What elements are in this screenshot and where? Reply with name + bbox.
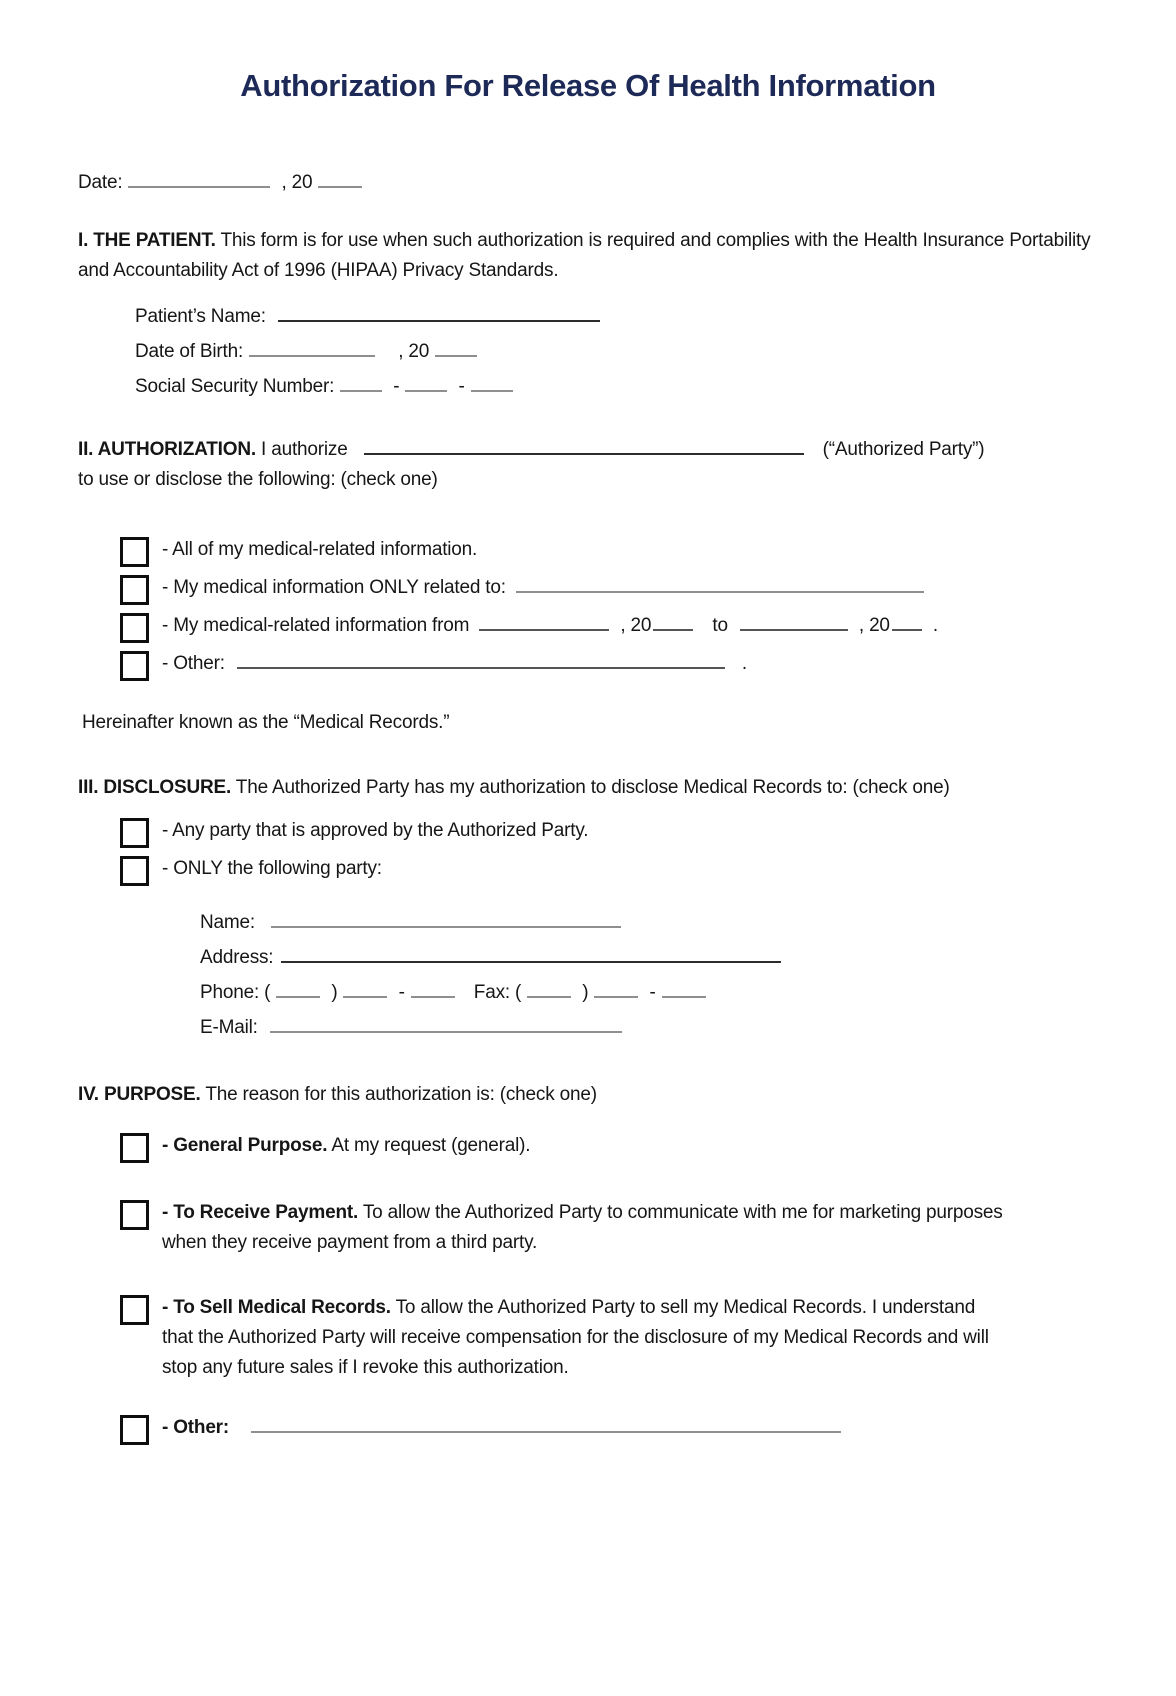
range-to-label: to [712, 615, 728, 636]
section-patient-intro [78, 226, 1098, 286]
range-year1-blank[interactable] [653, 612, 693, 631]
option-any-party [120, 816, 1098, 848]
checkbox-only-related[interactable] [120, 575, 149, 605]
option-any-party-label: - Any party that is approved by the Authorized Party. [162, 820, 589, 841]
range-from-blank[interactable] [479, 612, 609, 631]
fax-line-blank[interactable] [662, 979, 706, 998]
date-year-prefix: , 20 [281, 172, 313, 193]
option-general-purpose [120, 1131, 1098, 1163]
ssn-blank-1[interactable] [340, 373, 382, 392]
only-related-blank[interactable] [516, 574, 924, 593]
fax-dash: - [649, 982, 656, 1003]
section-patient-heading: I. THE PATIENT. [78, 230, 216, 251]
option-only-related-label: - My medical information ONLY related to: [162, 577, 506, 598]
authorization-options [78, 535, 1098, 681]
party-name-blank[interactable] [271, 909, 621, 928]
date-year-blank[interactable] [318, 169, 362, 188]
dob-year-prefix: , 20 [398, 341, 430, 362]
checkbox-date-range[interactable] [120, 613, 149, 643]
option-sell-records-bold: - To Sell Medical Records. [162, 1297, 391, 1318]
option-receive-payment [120, 1198, 1098, 1258]
section-purpose-body: The reason for this authorization is: (check one) [205, 1084, 597, 1105]
checkbox-other-purpose[interactable] [120, 1415, 149, 1445]
option-sell-records [120, 1293, 1098, 1383]
party-fax-label: Fax: ( [473, 982, 522, 1003]
authorize-lead: I authorize [261, 439, 348, 460]
range-period: . [932, 615, 938, 636]
party-phone-label: Phone: ( [200, 982, 271, 1003]
disclosure-party-fields [200, 908, 1098, 1043]
date-label: Date: [78, 172, 123, 193]
option-receive-payment-rest: To allow the Authorized Party to communicate with me for marketing purposes when they receive payment from a third party. [162, 1202, 1003, 1253]
section-disclosure-intro [78, 773, 1098, 803]
date-blank[interactable] [128, 169, 270, 188]
option-other-purpose [120, 1413, 1098, 1445]
patient-name-label: Patient’s Name: [135, 306, 266, 327]
hereinafter-note: Hereinafter known as the “Medical Records.” [82, 712, 450, 733]
dob-blank[interactable] [249, 338, 375, 357]
party-address-label: Address: [200, 947, 274, 968]
authorized-party-blank[interactable] [364, 436, 804, 455]
party-address-blank[interactable] [281, 944, 781, 963]
phone-area-blank[interactable] [276, 979, 320, 998]
range-year2-prefix: , 20 [858, 615, 890, 636]
option-all-medical-label: - All of my medical-related information. [162, 539, 478, 560]
dob-label: Date of Birth: [135, 341, 244, 362]
other-purpose-blank[interactable] [251, 1414, 841, 1433]
option-other-line [162, 649, 747, 679]
option-other-label: - Other: [162, 653, 225, 674]
option-other-purpose-bold: - Other: [162, 1417, 230, 1438]
phone-line-blank[interactable] [411, 979, 455, 998]
patient-name-blank[interactable] [278, 303, 600, 322]
section-purpose-heading: IV. PURPOSE. [78, 1084, 201, 1105]
option-other-purpose-line [162, 1413, 847, 1443]
patient-fields [135, 302, 1098, 402]
option-general-purpose-rest: At my request (general). [331, 1135, 531, 1156]
option-all-medical [120, 535, 1098, 567]
ssn-blank-3[interactable] [471, 373, 513, 392]
party-phone-fax-row [200, 978, 1098, 1008]
checkbox-receive-payment[interactable] [120, 1200, 149, 1230]
party-email-label: E-Mail: [200, 1017, 258, 1038]
authorized-party-suffix: (“Authorized Party”) [822, 439, 985, 460]
document-page [0, 66, 1176, 1445]
checkbox-only-party[interactable] [120, 856, 149, 886]
section-authorization-heading: II. AUTHORIZATION. [78, 439, 256, 460]
dob-row [135, 337, 1098, 367]
party-address-row [200, 943, 1098, 973]
checkbox-general-purpose[interactable] [120, 1133, 149, 1163]
option-general-purpose-bold: - General Purpose. [162, 1135, 328, 1156]
section-authorization-lead-row [78, 435, 1098, 465]
option-receive-payment-bold: - To Receive Payment. [162, 1202, 359, 1223]
option-sell-records-rest: To allow the Authorized Party to sell my Medical Records. I understand that the Authorized Party will receive compensation for the disclosure of my Medical Records and will stop any future sales if I revoke this authorization. [162, 1297, 989, 1378]
fax-paren-close: ) [582, 982, 589, 1003]
option-date-range-line [162, 611, 938, 641]
date-row [78, 168, 1098, 198]
patient-name-row [135, 302, 1098, 332]
ssn-dash-1: - [393, 376, 400, 397]
dob-year-blank[interactable] [435, 338, 477, 357]
ssn-dash-2: - [458, 376, 465, 397]
section-patient-body: This form is for use when such authorization is required and complies with the Health Insurance Portability and Accountability Act of 1996 (HIPAA) Privacy Standards. [78, 230, 1091, 281]
phone-paren-close: ) [331, 982, 338, 1003]
fax-area-blank[interactable] [527, 979, 571, 998]
checkbox-sell-records[interactable] [120, 1295, 149, 1325]
option-sell-records-text [162, 1293, 1007, 1383]
option-range-prefix: - My medical-related information from [162, 615, 470, 636]
checkbox-all-medical[interactable] [120, 537, 149, 567]
option-general-purpose-text [162, 1131, 530, 1161]
option-other-authorization [120, 649, 1098, 681]
ssn-row [135, 372, 1098, 402]
section-authorization-subline: to use or disclose the following: (check one) [78, 469, 438, 490]
checkbox-other-authorization[interactable] [120, 651, 149, 681]
option-only-party [120, 854, 1098, 886]
option-other-period: . [741, 653, 747, 674]
option-date-range [120, 611, 1098, 643]
section-disclosure-heading: III. DISCLOSURE. [78, 777, 232, 798]
section-disclosure-body: The Authorized Party has my authorization to disclose Medical Records to: (check one) [235, 777, 950, 798]
page-title: Authorization For Release Of Health Information [240, 68, 936, 103]
phone-prefix-blank[interactable] [343, 979, 387, 998]
option-only-related-line [162, 573, 1098, 603]
checkbox-any-party[interactable] [120, 818, 149, 848]
option-receive-payment-text [162, 1198, 1007, 1258]
range-to-blank[interactable] [740, 612, 848, 631]
phone-dash: - [398, 982, 405, 1003]
range-year2-blank[interactable] [892, 612, 922, 631]
disclosure-options [78, 816, 1098, 886]
ssn-blank-2[interactable] [405, 373, 447, 392]
range-year1-prefix: , 20 [620, 615, 652, 636]
section-purpose-intro [78, 1080, 1098, 1110]
ssn-label: Social Security Number: [135, 376, 335, 397]
party-name-row [200, 908, 1098, 938]
party-email-row [200, 1013, 1098, 1043]
option-only-party-label: - ONLY the following party: [162, 858, 382, 879]
fax-prefix-blank[interactable] [594, 979, 638, 998]
party-email-blank[interactable] [270, 1014, 622, 1033]
other-authorization-blank[interactable] [237, 650, 725, 669]
party-name-label: Name: [200, 912, 255, 933]
option-only-related [120, 573, 1098, 605]
